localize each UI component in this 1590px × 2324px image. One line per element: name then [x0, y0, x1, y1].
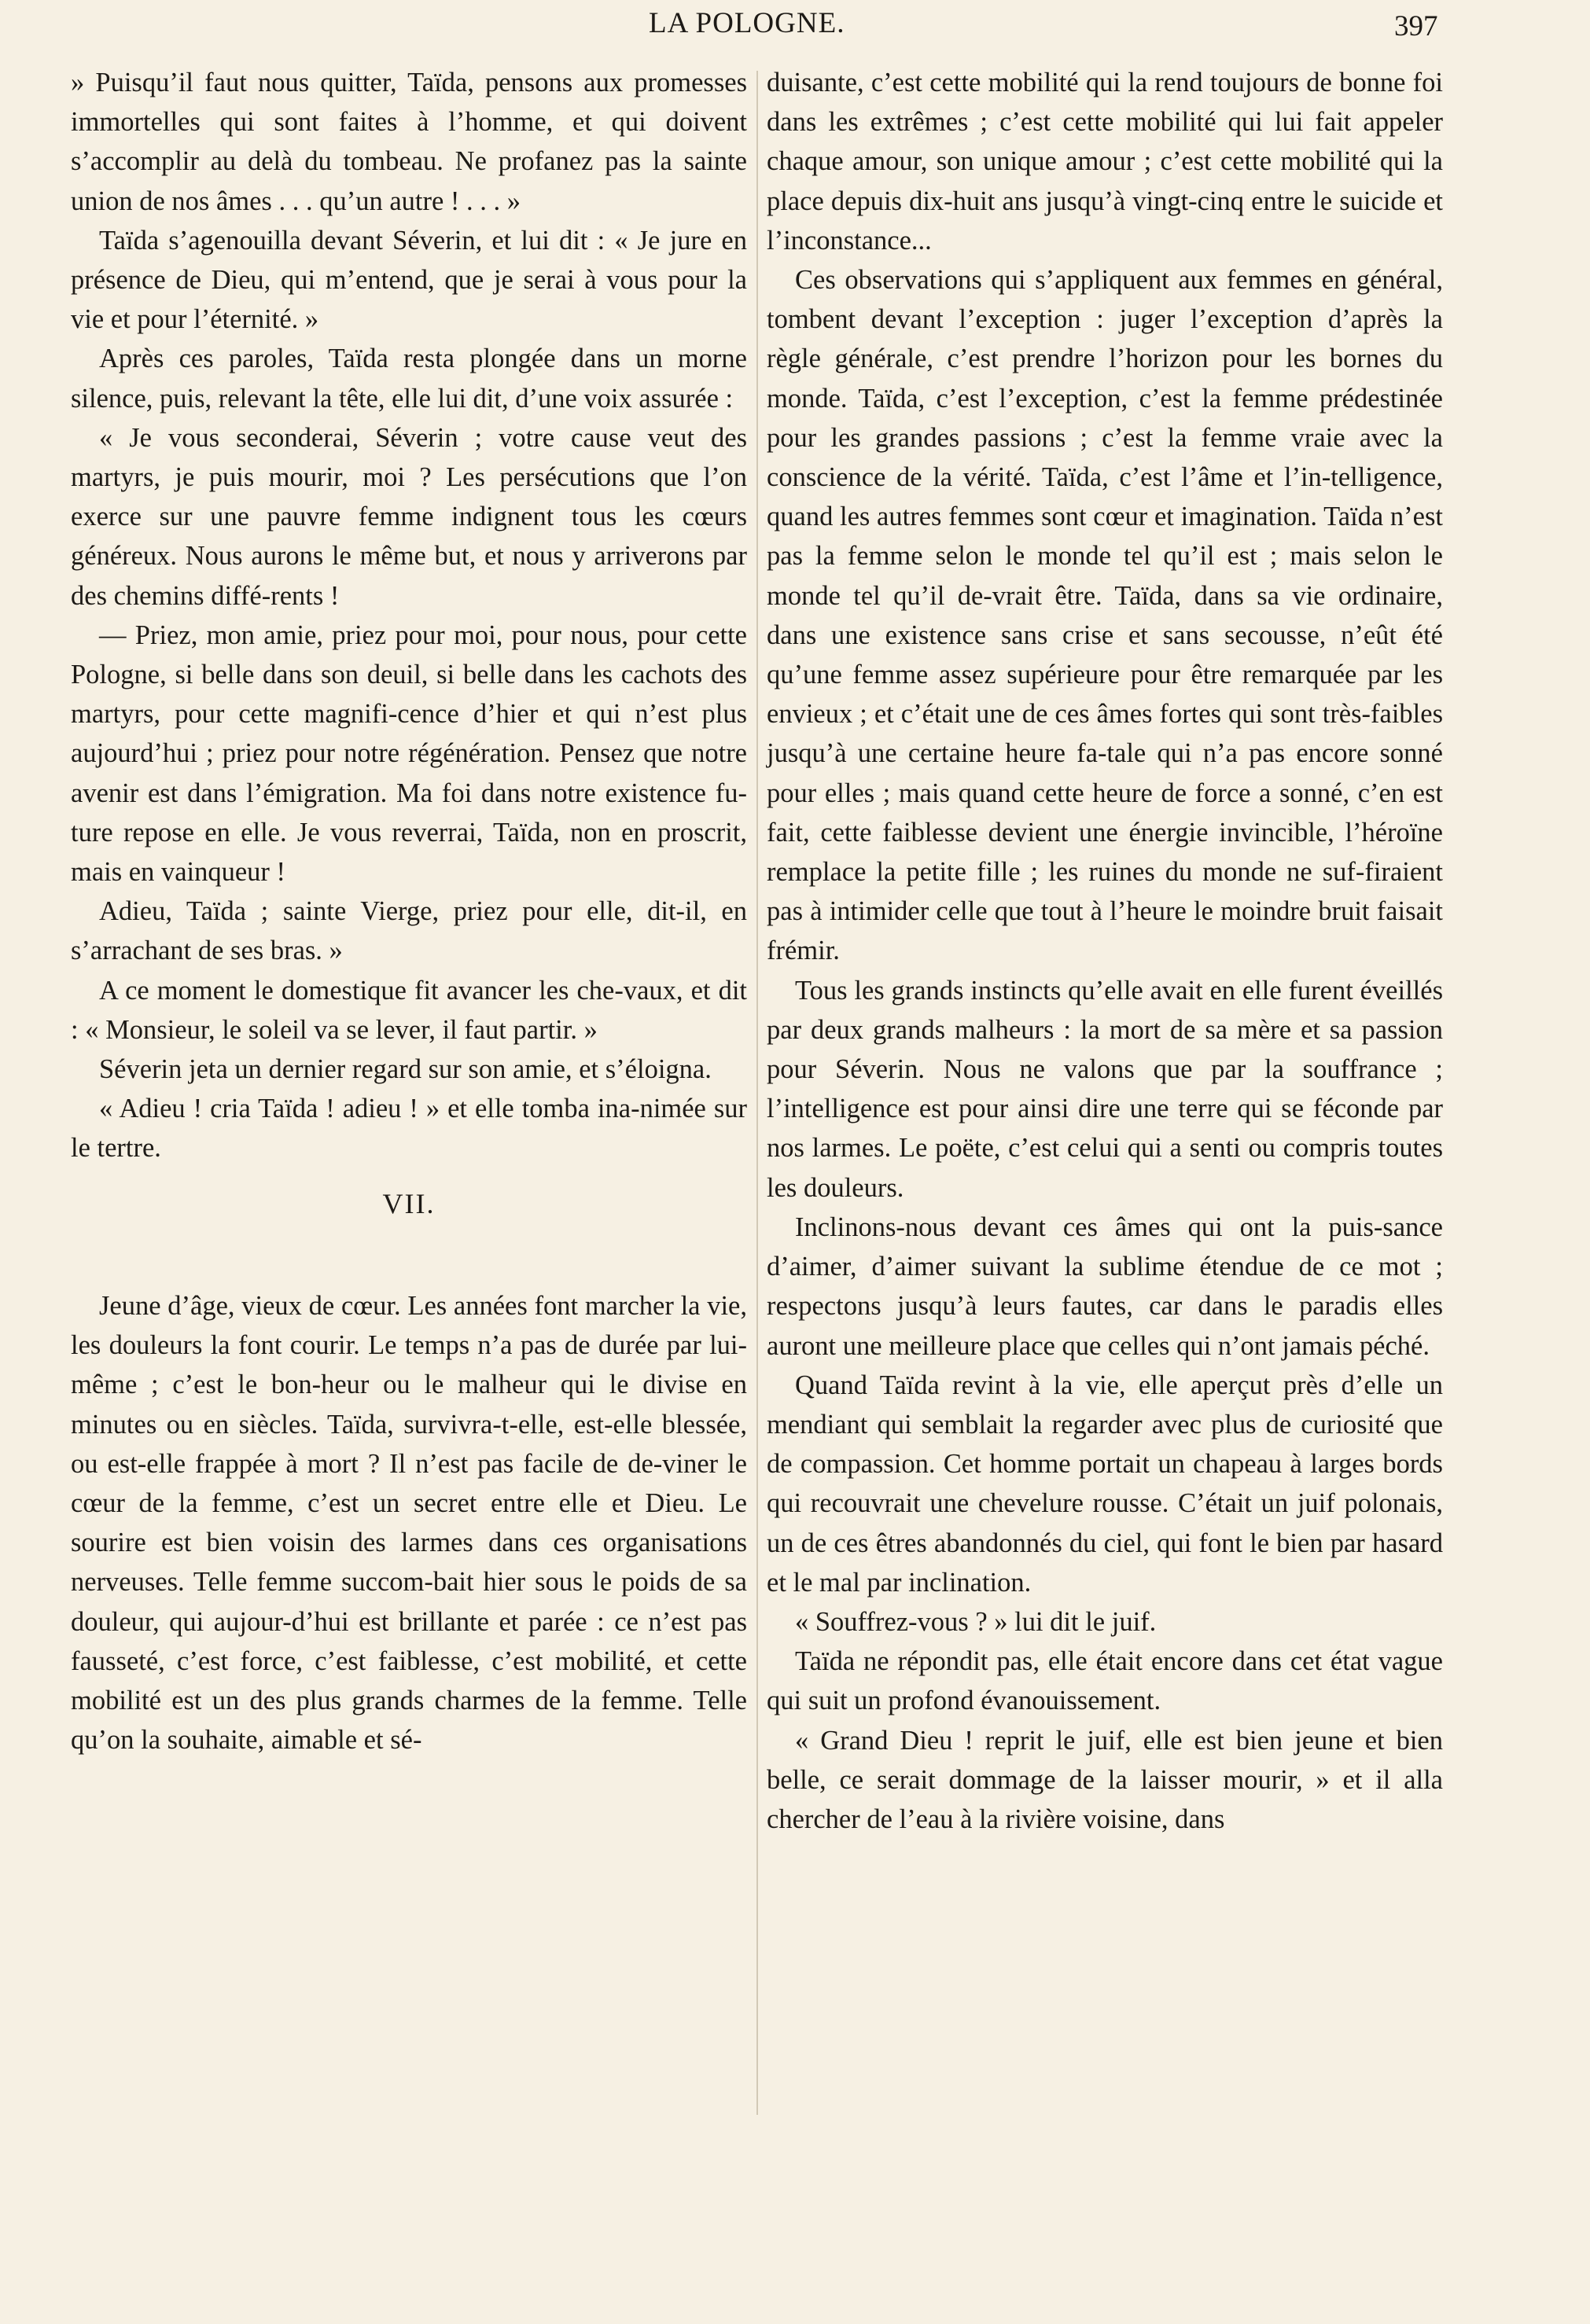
- right-column: [767, 63, 1443, 1839]
- paragraph: Quand Taïda revint à la vie, elle aperçut près d’elle un mendiant qui semblait la regarder avec plus de curiosité que de compassion. Cet homme portait un chapeau à larges bords qui recouvrait une chevelure rousse. C’était un juif polonais, un de ces êtres abandonnés du ciel, qui font le bien par hasard et le mal par inclination.: [767, 1370, 1443, 1598]
- paragraph: duisante, c’est cette mobilité qui la rend toujours de bonne foi dans les extrêmes ; c’est cette mobilité qui lui fait appeler chaque amour, son unique amour ; c’est cette mobilité qui la place depuis dix-huit ans jusqu’à vingt-cinq entre le suicide et l’inconstance...: [767, 68, 1443, 256]
- page-number: 397: [1394, 10, 1438, 42]
- paragraph: « Grand Dieu ! reprit le juif, elle est bien jeune et bien belle, ce serait dommage de la laisser mourir, » et il alla chercher de l’eau à la rivière voisine, dans: [767, 1725, 1443, 1834]
- paragraph: » Puisqu’il faut nous quitter, Taïda, pensons aux promesses immortelles qui sont faites à l’homme, et qui doivent s’accomplir au delà du tombeau. Ne profanez pas la sainte union de nos âmes . . . qu’un autre ! . . . »: [71, 68, 747, 216]
- paragraph: Jeune d’âge, vieux de cœur. Les années font marcher la vie, les douleurs la font courir. Le temps n’a pas de durée par lui-même ; c’est le bon-heur ou le malheur qui le divise en minutes ou en siècles. Taïda, survivra-t-elle, est-elle blessée, ou est-elle frappée à mort ? Il n’est pas facile de de-viner le cœur de la femme, c’est un secret entre elle et Dieu. Le sourire est bien voisin des larmes dans ces organisations nerveuses. Telle femme succom-bait hier sous le poids de sa douleur, qui aujour-d’hui est brillante et parée : ce n’est pas fausseté, c’est force, c’est faiblesse, c’est mobilité, et cette mobilité est un des plus grands charmes de la femme. Telle qu’on la souhaite, aimable et sé-: [71, 1290, 747, 1756]
- paragraph: « Je vous seconderai, Séverin ; votre cause veut des martyrs, je puis mourir, moi ? Les persécutions que l’on exerce sur une pauvre femme indignent tous les cœurs généreux. Nous aurons le même but, et nous y arriverons par des chemins diffé-rents !: [71, 422, 747, 611]
- paragraph: Tous les grands instincts qu’elle avait en elle furent éveillés par deux grands malheurs : la mort de sa mère et sa passion pour Séverin. Nous ne valons que par la souffrance ; l’intelligence est pour ainsi dire une terre qui se féconde par nos larmes. Le poëte, c’est celui qui a senti ou compris toutes les douleurs.: [767, 975, 1443, 1203]
- section-heading: VII.: [382, 1187, 436, 1219]
- paragraph: « Adieu ! cria Taïda ! adieu ! » et elle tomba ina-nimée sur le tertre.: [71, 1094, 747, 1164]
- paragraph: Adieu, Taïda ; sainte Vierge, priez pour elle, dit-il, en s’arrachant de ses bras. »: [71, 896, 747, 966]
- column-divider: [756, 71, 758, 2115]
- running-title: LA POLOGNE.: [649, 7, 845, 39]
- paragraph: Après ces paroles, Taïda resta plongée dans un morne silence, puis, relevant la tête, elle lui dit, d’une voix assurée :: [71, 344, 747, 414]
- paragraph: A ce moment le domestique fit avancer les che-vaux, et dit : « Monsieur, le soleil va se lever, il faut partir. »: [71, 975, 747, 1045]
- paragraph: Inclinons-nous devant ces âmes qui ont la puis-sance d’aimer, d’aimer suivant la sublime étendue de ce mot ; respectons jusqu’à leurs fautes, car dans le paradis elles auront une meilleure place que celles qui n’ont jamais péché.: [767, 1212, 1443, 1361]
- paragraph: « Souffrez-vous ? » lui dit le juif.: [795, 1606, 1157, 1637]
- paragraph: — Priez, mon amie, priez pour moi, pour nous, pour cette Pologne, si belle dans son deuil, si belle dans les cachots des martyrs, pour cette magnifi-cence d’hier et qui n’est plus aujourd’hui ; priez pour notre régénération. Pensez que notre avenir est dans l’émigration. Ma foi dans notre existence fu-ture repose en elle. Je vous reverrai, Taïda, non en proscrit, mais en vainqueur !: [71, 620, 747, 888]
- left-column: [71, 63, 747, 1760]
- paragraph: Taïda ne répondit pas, elle était encore dans cet état vague qui suit un profond évanouissement.: [767, 1646, 1443, 1716]
- paragraph: Taïda s’agenouilla devant Séverin, et lui dit : « Je jure en présence de Dieu, qui m’entend, que je serai à vous pour la vie et pour l’éternité. »: [71, 225, 747, 335]
- paragraph: Séverin jeta un dernier regard sur son amie, et s’éloigna.: [99, 1054, 712, 1085]
- paragraph: Ces observations qui s’appliquent aux femmes en général, tombent devant l’exception : juger l’exception d’après la règle générale, c’est prendre l’horizon pour les bornes du monde. Taïda, c’est l’exception, c’est la femme prédestinée pour les grandes passions ; c’est la femme vraie avec la conscience de la vérité. Taïda, c’est l’âme et l’in-telligence, quand les autres femmes sont cœur et imagination. Taïda n’est pas la femme selon le monde tel qu’il est ; mais selon le monde tel qu’il de-vrait être. Taïda, dans sa vie ordinaire, dans une existence sans crise et sans secousse, n’eût été qu’une femme assez supérieure pour être remarquée par les envieux ; et c’était une de ces âmes fortes qui sont très-faibles jusqu’à une certaine heure fa-tale qui n’a pas encore sonné pour elles ; mais quand cette heure de force a sonné, c’en est fait, cette faiblesse devient une énergie invincible, l’héroïne remplace la petite fille ; les ruines du monde ne suf-firaient pas à intimider celle que tout à l’heure le moindre bruit faisait frémir.: [767, 265, 1443, 966]
- running-head: [0, 6, 1590, 53]
